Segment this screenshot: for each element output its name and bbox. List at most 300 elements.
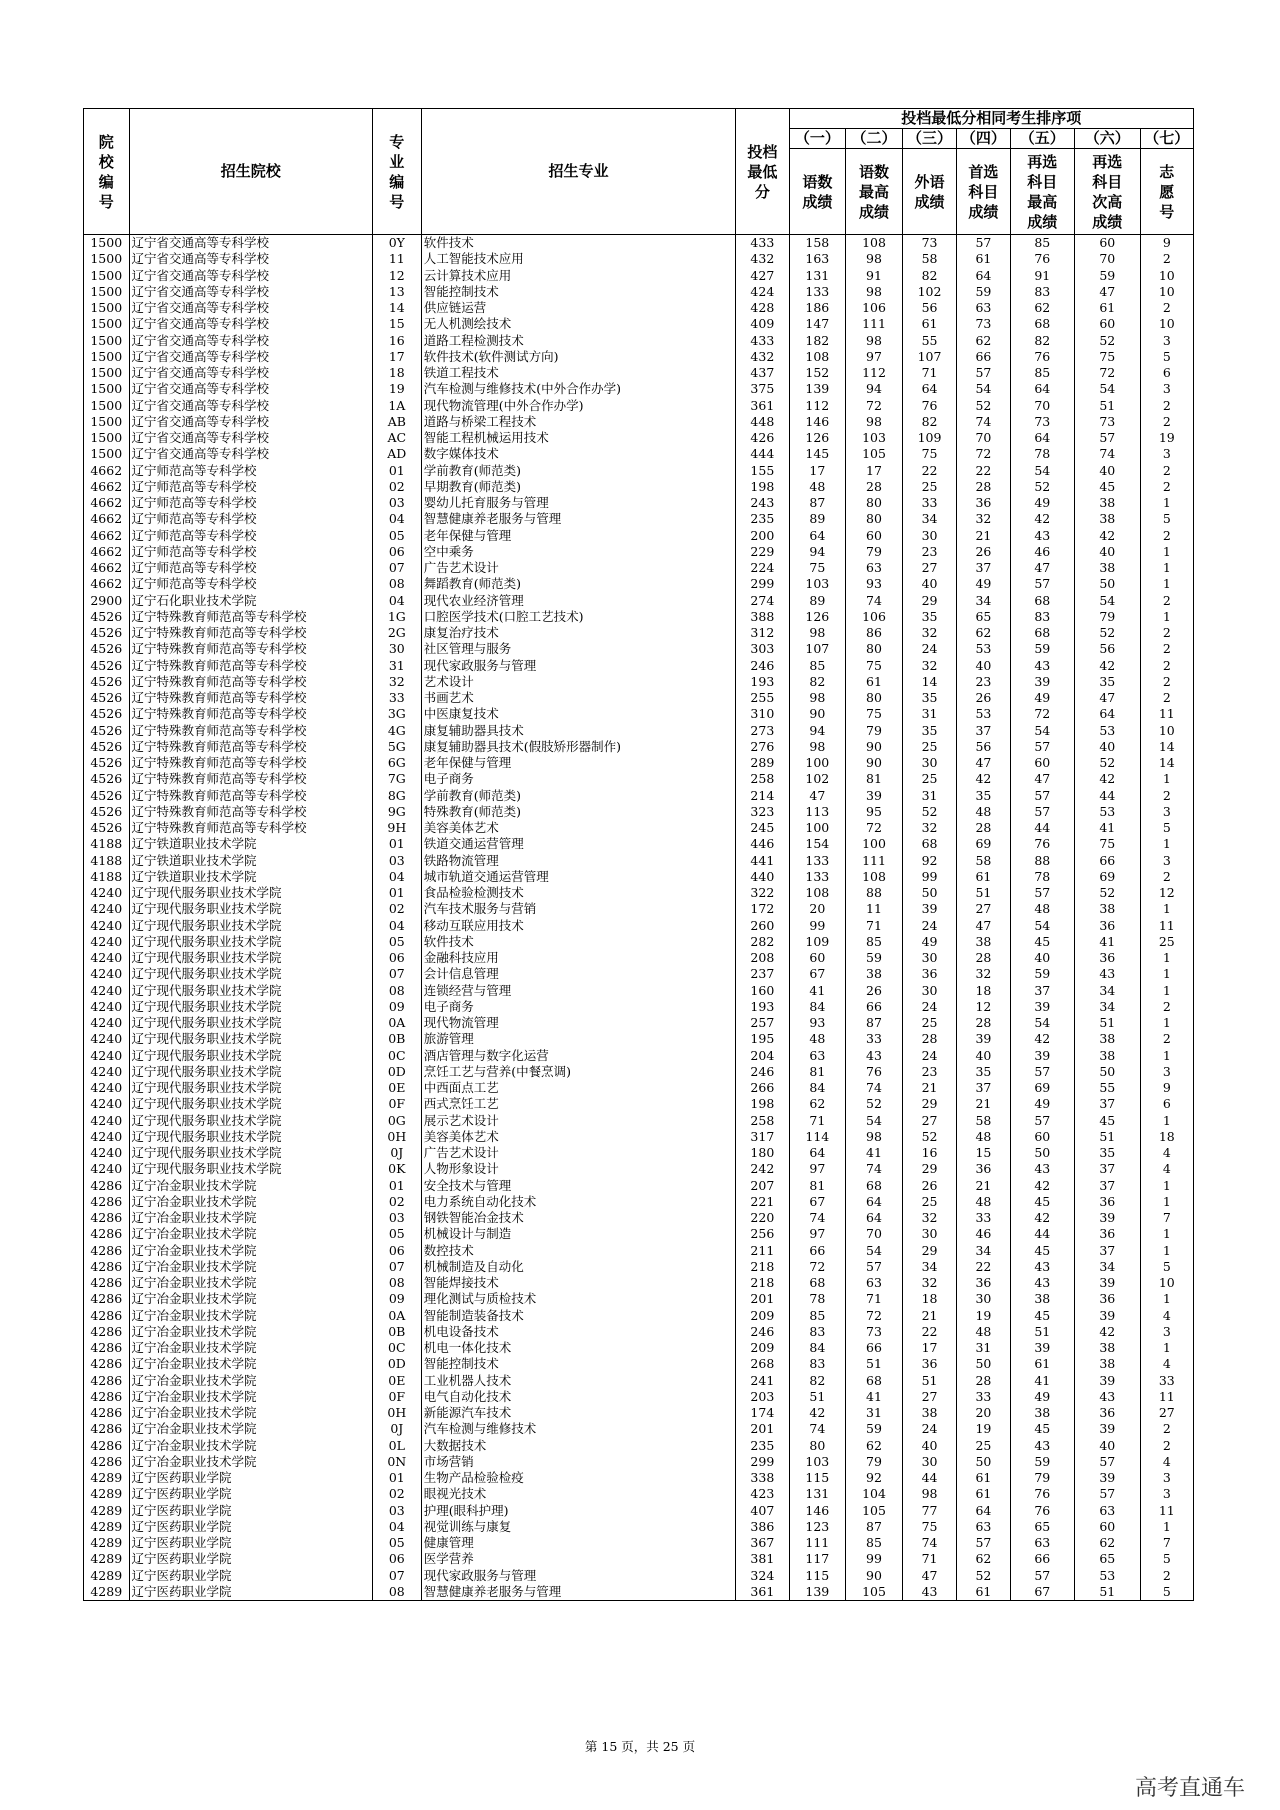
cell-school-name: 辽宁冶金职业技术学院 — [129, 1226, 372, 1242]
cell-item-2: 87 — [846, 1015, 903, 1031]
cell-item-4: 57 — [957, 235, 1010, 252]
cell-school-name: 辽宁现代服务职业技术学院 — [129, 1015, 372, 1031]
cell-school-name: 辽宁省交通高等专科学校 — [129, 430, 372, 446]
cell-min-score: 209 — [736, 1308, 789, 1324]
table-row — [84, 414, 1194, 430]
cell-min-score: 200 — [736, 528, 789, 544]
table-row — [84, 755, 1194, 771]
cell-item-7: 2 — [1140, 869, 1193, 885]
cell-min-score: 221 — [736, 1194, 789, 1210]
table-row — [84, 1438, 1194, 1454]
cell-item-2: 85 — [846, 1535, 903, 1551]
cell-item-1: 93 — [789, 1015, 846, 1031]
cell-item-6: 66 — [1075, 853, 1141, 869]
cell-item-3: 38 — [902, 1405, 956, 1421]
cell-school-name: 辽宁冶金职业技术学院 — [129, 1340, 372, 1356]
cell-item-2: 70 — [846, 1226, 903, 1242]
cell-school-code: 4286 — [84, 1275, 130, 1291]
cell-item-7: 4 — [1140, 1308, 1193, 1324]
cell-major-name: 机械设计与制造 — [421, 1226, 735, 1242]
cell-item-2: 73 — [846, 1324, 903, 1340]
cell-school-code: 4289 — [84, 1568, 130, 1584]
cell-item-4: 22 — [957, 1259, 1010, 1275]
cell-min-score: 437 — [736, 365, 789, 381]
table-row — [84, 1096, 1194, 1112]
cell-item-1: 186 — [789, 300, 846, 316]
cell-item-6: 51 — [1075, 398, 1141, 414]
cell-item-6: 70 — [1075, 251, 1141, 267]
cell-school-name: 辽宁医药职业学院 — [129, 1568, 372, 1584]
cell-major-name: 食品检验检测技术 — [421, 885, 735, 901]
cell-item-7: 1 — [1140, 1048, 1193, 1064]
cell-item-2: 104 — [846, 1486, 903, 1502]
cell-school-name: 辽宁特殊教育师范高等专科学校 — [129, 820, 372, 836]
cell-school-name: 辽宁特殊教育师范高等专科学校 — [129, 755, 372, 771]
cell-major-name: 西式烹饪工艺 — [421, 1096, 735, 1112]
cell-school-name: 辽宁省交通高等专科学校 — [129, 268, 372, 284]
cell-major-name: 无人机测绘技术 — [421, 316, 735, 332]
cell-major-name: 智能制造装备技术 — [421, 1308, 735, 1324]
cell-item-5: 43 — [1010, 528, 1074, 544]
cell-min-score: 388 — [736, 609, 789, 625]
cell-item-4: 33 — [957, 1389, 1010, 1405]
cell-min-score: 407 — [736, 1503, 789, 1519]
cell-major-code: 01 — [372, 885, 421, 901]
cell-major-code: 0N — [372, 1454, 421, 1470]
cell-item-6: 38 — [1075, 495, 1141, 511]
cell-min-score: 381 — [736, 1551, 789, 1567]
cell-item-7: 4 — [1140, 1145, 1193, 1161]
cell-school-code: 4240 — [84, 1129, 130, 1145]
cell-min-score: 241 — [736, 1373, 789, 1389]
cell-min-score: 255 — [736, 690, 789, 706]
table-row — [84, 1519, 1194, 1535]
table-row — [84, 251, 1194, 267]
cell-item-6: 34 — [1075, 983, 1141, 999]
cell-min-score: 258 — [736, 771, 789, 787]
cell-min-score: 220 — [736, 1210, 789, 1226]
cell-item-3: 33 — [902, 495, 956, 511]
cell-item-1: 98 — [789, 690, 846, 706]
cell-item-3: 47 — [902, 1568, 956, 1584]
cell-min-score: 361 — [736, 1584, 789, 1601]
cell-school-code: 4286 — [84, 1405, 130, 1421]
cell-item-3: 18 — [902, 1291, 956, 1307]
cell-item-3: 56 — [902, 300, 956, 316]
cell-min-score: 289 — [736, 755, 789, 771]
cell-school-code: 1500 — [84, 446, 130, 462]
cell-item-6: 39 — [1075, 1210, 1141, 1226]
cell-item-2: 108 — [846, 235, 903, 252]
cell-item-7: 3 — [1140, 804, 1193, 820]
cell-item-1: 83 — [789, 1356, 846, 1372]
cell-min-score: 266 — [736, 1080, 789, 1096]
cell-min-score: 361 — [736, 398, 789, 414]
table-row — [84, 381, 1194, 397]
cell-item-3: 24 — [902, 1421, 956, 1437]
cell-major-code: 17 — [372, 349, 421, 365]
table-body — [84, 235, 1194, 1601]
cell-item-6: 45 — [1075, 1113, 1141, 1129]
cell-item-2: 11 — [846, 901, 903, 917]
cell-item-6: 72 — [1075, 365, 1141, 381]
cell-item-3: 30 — [902, 983, 956, 999]
cell-item-3: 26 — [902, 1178, 956, 1194]
cell-item-2: 39 — [846, 788, 903, 804]
cell-item-3: 27 — [902, 560, 956, 576]
cell-min-score: 201 — [736, 1291, 789, 1307]
cell-item-6: 52 — [1075, 625, 1141, 641]
cell-item-1: 126 — [789, 430, 846, 446]
cell-min-score: 322 — [736, 885, 789, 901]
cell-item-5: 49 — [1010, 690, 1074, 706]
cell-item-7: 1 — [1140, 966, 1193, 982]
cell-school-name: 辽宁特殊教育师范高等专科学校 — [129, 641, 372, 657]
cell-item-1: 82 — [789, 674, 846, 690]
cell-major-code: 05 — [372, 1226, 421, 1242]
cell-school-code: 4286 — [84, 1389, 130, 1405]
cell-item-2: 106 — [846, 609, 903, 625]
cell-major-code: 07 — [372, 966, 421, 982]
cell-major-name: 人工智能技术应用 — [421, 251, 735, 267]
cell-item-5: 85 — [1010, 365, 1074, 381]
cell-school-name: 辽宁特殊教育师范高等专科学校 — [129, 690, 372, 706]
table-row — [84, 1291, 1194, 1307]
cell-item-6: 40 — [1075, 739, 1141, 755]
cell-item-4: 19 — [957, 1308, 1010, 1324]
cell-school-name: 辽宁师范高等专科学校 — [129, 495, 372, 511]
cell-item-2: 71 — [846, 1291, 903, 1307]
cell-item-3: 16 — [902, 1145, 956, 1161]
cell-major-name: 铁道交通运营管理 — [421, 836, 735, 852]
cell-major-code: 0E — [372, 1373, 421, 1389]
cell-item-2: 51 — [846, 1356, 903, 1372]
cell-item-2: 79 — [846, 544, 903, 560]
cell-item-4: 38 — [957, 934, 1010, 950]
header-item-num: （七） — [1140, 129, 1193, 149]
table-row — [84, 1259, 1194, 1275]
cell-item-6: 51 — [1075, 1015, 1141, 1031]
table-row — [84, 674, 1194, 690]
cell-school-name: 辽宁现代服务职业技术学院 — [129, 918, 372, 934]
cell-item-1: 152 — [789, 365, 846, 381]
cell-major-name: 供应链运营 — [421, 300, 735, 316]
cell-item-4: 30 — [957, 1291, 1010, 1307]
cell-item-7: 2 — [1140, 788, 1193, 804]
cell-item-7: 2 — [1140, 463, 1193, 479]
cell-major-code: 12 — [372, 268, 421, 284]
cell-school-name: 辽宁铁道职业技术学院 — [129, 869, 372, 885]
cell-item-7: 2 — [1140, 625, 1193, 641]
cell-school-name: 辽宁现代服务职业技术学院 — [129, 885, 372, 901]
cell-item-5: 85 — [1010, 235, 1074, 252]
cell-item-4: 48 — [957, 1194, 1010, 1210]
cell-item-6: 57 — [1075, 1454, 1141, 1470]
cell-school-code: 4286 — [84, 1421, 130, 1437]
cell-item-6: 59 — [1075, 268, 1141, 284]
cell-item-6: 36 — [1075, 950, 1141, 966]
cell-school-name: 辽宁冶金职业技术学院 — [129, 1356, 372, 1372]
table-row — [84, 1226, 1194, 1242]
cell-item-2: 111 — [846, 853, 903, 869]
cell-item-1: 100 — [789, 820, 846, 836]
cell-major-code: 0F — [372, 1096, 421, 1112]
cell-major-name: 数控技术 — [421, 1243, 735, 1259]
cell-school-code: 4240 — [84, 983, 130, 999]
cell-item-7: 1 — [1140, 1226, 1193, 1242]
cell-major-code: 0H — [372, 1405, 421, 1421]
cell-school-name: 辽宁现代服务职业技术学院 — [129, 901, 372, 917]
cell-min-score: 256 — [736, 1226, 789, 1242]
cell-school-name: 辽宁特殊教育师范高等专科学校 — [129, 771, 372, 787]
cell-item-2: 90 — [846, 755, 903, 771]
cell-item-5: 64 — [1010, 381, 1074, 397]
cell-item-1: 98 — [789, 625, 846, 641]
cell-school-code: 1500 — [84, 430, 130, 446]
cell-school-name: 辽宁特殊教育师范高等专科学校 — [129, 706, 372, 722]
cell-school-name: 辽宁医药职业学院 — [129, 1486, 372, 1502]
cell-item-5: 57 — [1010, 885, 1074, 901]
cell-school-name: 辽宁冶金职业技术学院 — [129, 1291, 372, 1307]
cell-item-4: 52 — [957, 1568, 1010, 1584]
cell-item-3: 24 — [902, 1048, 956, 1064]
cell-item-1: 113 — [789, 804, 846, 820]
cell-major-name: 广告艺术设计 — [421, 1145, 735, 1161]
cell-school-code: 4286 — [84, 1438, 130, 1454]
cell-item-4: 28 — [957, 1373, 1010, 1389]
cell-min-score: 224 — [736, 560, 789, 576]
cell-item-6: 52 — [1075, 885, 1141, 901]
cell-school-name: 辽宁特殊教育师范高等专科学校 — [129, 739, 372, 755]
cell-major-name: 金融科技应用 — [421, 950, 735, 966]
cell-major-code: 9H — [372, 820, 421, 836]
cell-item-6: 64 — [1075, 706, 1141, 722]
header-school-name: 招生院校 — [129, 109, 372, 235]
cell-item-3: 32 — [902, 1275, 956, 1291]
cell-school-code: 1500 — [84, 251, 130, 267]
cell-school-code: 4289 — [84, 1519, 130, 1535]
header-item-num: （五） — [1010, 129, 1074, 149]
cell-major-name: 学前教育(师范类) — [421, 788, 735, 804]
cell-school-name: 辽宁冶金职业技术学院 — [129, 1275, 372, 1291]
cell-major-code: 02 — [372, 901, 421, 917]
cell-item-3: 25 — [902, 479, 956, 495]
cell-school-name: 辽宁冶金职业技术学院 — [129, 1259, 372, 1275]
cell-major-name: 视觉训练与康复 — [421, 1519, 735, 1535]
cell-item-6: 42 — [1075, 658, 1141, 674]
cell-item-2: 108 — [846, 869, 903, 885]
cell-school-code: 4662 — [84, 463, 130, 479]
cell-item-3: 50 — [902, 885, 956, 901]
cell-item-2: 80 — [846, 511, 903, 527]
cell-item-5: 43 — [1010, 1161, 1074, 1177]
cell-school-name: 辽宁现代服务职业技术学院 — [129, 1048, 372, 1064]
cell-school-code: 4240 — [84, 1031, 130, 1047]
cell-item-7: 1 — [1140, 609, 1193, 625]
header-school-code: 院校编号 — [84, 109, 130, 235]
cell-item-1: 97 — [789, 1226, 846, 1242]
cell-item-6: 44 — [1075, 788, 1141, 804]
header-min-score: 投档最低分 — [736, 109, 789, 235]
cell-item-5: 72 — [1010, 706, 1074, 722]
cell-school-name: 辽宁冶金职业技术学院 — [129, 1210, 372, 1226]
cell-school-name: 辽宁特殊教育师范高等专科学校 — [129, 674, 372, 690]
cell-item-4: 46 — [957, 1226, 1010, 1242]
cell-item-7: 1 — [1140, 771, 1193, 787]
cell-item-7: 1 — [1140, 983, 1193, 999]
cell-major-code: 9G — [372, 804, 421, 820]
cell-school-code: 1500 — [84, 398, 130, 414]
cell-item-2: 43 — [846, 1048, 903, 1064]
cell-major-code: 01 — [372, 463, 421, 479]
cell-school-code: 4526 — [84, 641, 130, 657]
table-row — [84, 1243, 1194, 1259]
cell-major-name: 电气自动化技术 — [421, 1389, 735, 1405]
table-row — [84, 901, 1194, 917]
cell-item-2: 66 — [846, 999, 903, 1015]
cell-item-5: 46 — [1010, 544, 1074, 560]
cell-item-5: 57 — [1010, 739, 1074, 755]
cell-major-name: 会计信息管理 — [421, 966, 735, 982]
cell-item-7: 2 — [1140, 300, 1193, 316]
table-row — [84, 739, 1194, 755]
cell-item-3: 36 — [902, 966, 956, 982]
cell-major-code: 15 — [372, 316, 421, 332]
cell-item-5: 41 — [1010, 1373, 1074, 1389]
cell-major-code: 30 — [372, 641, 421, 657]
cell-item-4: 28 — [957, 950, 1010, 966]
cell-item-4: 40 — [957, 1048, 1010, 1064]
cell-item-3: 34 — [902, 1259, 956, 1275]
table-row — [84, 771, 1194, 787]
cell-item-7: 6 — [1140, 1096, 1193, 1112]
cell-item-1: 20 — [789, 901, 846, 917]
cell-item-2: 41 — [846, 1145, 903, 1161]
cell-item-5: 59 — [1010, 966, 1074, 982]
cell-item-4: 42 — [957, 771, 1010, 787]
cell-school-name: 辽宁冶金职业技术学院 — [129, 1454, 372, 1470]
cell-major-name: 中医康复技术 — [421, 706, 735, 722]
cell-item-3: 22 — [902, 463, 956, 479]
cell-min-score: 198 — [736, 1096, 789, 1112]
cell-item-4: 61 — [957, 1486, 1010, 1502]
cell-major-code: 0D — [372, 1356, 421, 1372]
cell-item-6: 41 — [1075, 934, 1141, 950]
cell-item-5: 44 — [1010, 820, 1074, 836]
cell-item-1: 82 — [789, 1373, 846, 1389]
cell-item-2: 80 — [846, 641, 903, 657]
cell-item-6: 54 — [1075, 381, 1141, 397]
table-row — [84, 333, 1194, 349]
cell-item-4: 72 — [957, 446, 1010, 462]
header-major-name: 招生专业 — [421, 109, 735, 235]
cell-min-score: 246 — [736, 1064, 789, 1080]
cell-school-name: 辽宁省交通高等专科学校 — [129, 284, 372, 300]
cell-item-4: 62 — [957, 333, 1010, 349]
cell-school-code: 4240 — [84, 1064, 130, 1080]
cell-min-score: 180 — [736, 1145, 789, 1161]
cell-item-6: 39 — [1075, 1421, 1141, 1437]
cell-school-name: 辽宁石化职业技术学院 — [129, 593, 372, 609]
cell-major-name: 智慧健康养老服务与管理 — [421, 511, 735, 527]
cell-school-code: 4286 — [84, 1373, 130, 1389]
cell-item-4: 27 — [957, 901, 1010, 917]
cell-item-5: 83 — [1010, 284, 1074, 300]
cell-school-name: 辽宁冶金职业技术学院 — [129, 1308, 372, 1324]
cell-item-7: 3 — [1140, 381, 1193, 397]
cell-major-name: 护理(眼科护理) — [421, 1503, 735, 1519]
cell-item-1: 67 — [789, 966, 846, 982]
cell-item-2: 59 — [846, 1421, 903, 1437]
table-row — [84, 316, 1194, 332]
cell-item-5: 42 — [1010, 1031, 1074, 1047]
cell-item-4: 40 — [957, 658, 1010, 674]
cell-school-code: 4188 — [84, 836, 130, 852]
cell-item-2: 88 — [846, 885, 903, 901]
cell-item-3: 71 — [902, 1551, 956, 1567]
cell-item-3: 36 — [902, 1356, 956, 1372]
cell-major-code: AD — [372, 446, 421, 462]
cell-school-name: 辽宁特殊教育师范高等专科学校 — [129, 609, 372, 625]
cell-major-code: 0A — [372, 1308, 421, 1324]
cell-item-5: 60 — [1010, 1129, 1074, 1145]
cell-item-7: 1 — [1140, 560, 1193, 576]
header-group-title: 投档最低分相同考生排序项 — [789, 109, 1193, 129]
cell-school-name: 辽宁师范高等专科学校 — [129, 528, 372, 544]
cell-major-name: 工业机器人技术 — [421, 1373, 735, 1389]
table-row — [84, 495, 1194, 511]
table-row — [84, 1470, 1194, 1486]
cell-item-3: 99 — [902, 869, 956, 885]
cell-item-5: 57 — [1010, 1113, 1074, 1129]
cell-major-name: 现代农业经济管理 — [421, 593, 735, 609]
cell-min-score: 246 — [736, 1324, 789, 1340]
cell-item-7: 9 — [1140, 235, 1193, 252]
cell-item-1: 131 — [789, 268, 846, 284]
cell-item-7: 10 — [1140, 723, 1193, 739]
cell-school-code: 4240 — [84, 901, 130, 917]
cell-item-5: 38 — [1010, 1405, 1074, 1421]
cell-min-score: 433 — [736, 235, 789, 252]
cell-item-7: 3 — [1140, 446, 1193, 462]
cell-school-code: 1500 — [84, 316, 130, 332]
cell-min-score: 282 — [736, 934, 789, 950]
cell-min-score: 440 — [736, 869, 789, 885]
cell-school-code: 4286 — [84, 1291, 130, 1307]
cell-school-code: 4526 — [84, 609, 130, 625]
cell-min-score: 310 — [736, 706, 789, 722]
cell-school-code: 4526 — [84, 771, 130, 787]
cell-item-6: 51 — [1075, 1584, 1141, 1601]
cell-major-name: 大数据技术 — [421, 1438, 735, 1454]
cell-major-name: 早期教育(师范类) — [421, 479, 735, 495]
cell-item-6: 50 — [1075, 576, 1141, 592]
cell-item-5: 43 — [1010, 1259, 1074, 1275]
cell-item-4: 53 — [957, 706, 1010, 722]
cell-major-code: 05 — [372, 1535, 421, 1551]
cell-item-6: 62 — [1075, 1535, 1141, 1551]
cell-item-2: 52 — [846, 1096, 903, 1112]
cell-school-code: 4188 — [84, 853, 130, 869]
cell-item-6: 42 — [1075, 528, 1141, 544]
cell-school-code: 4286 — [84, 1324, 130, 1340]
cell-item-3: 68 — [902, 836, 956, 852]
cell-item-4: 61 — [957, 251, 1010, 267]
cell-item-6: 38 — [1075, 1356, 1141, 1372]
cell-item-1: 103 — [789, 576, 846, 592]
cell-item-1: 111 — [789, 1535, 846, 1551]
cell-item-5: 45 — [1010, 934, 1074, 950]
